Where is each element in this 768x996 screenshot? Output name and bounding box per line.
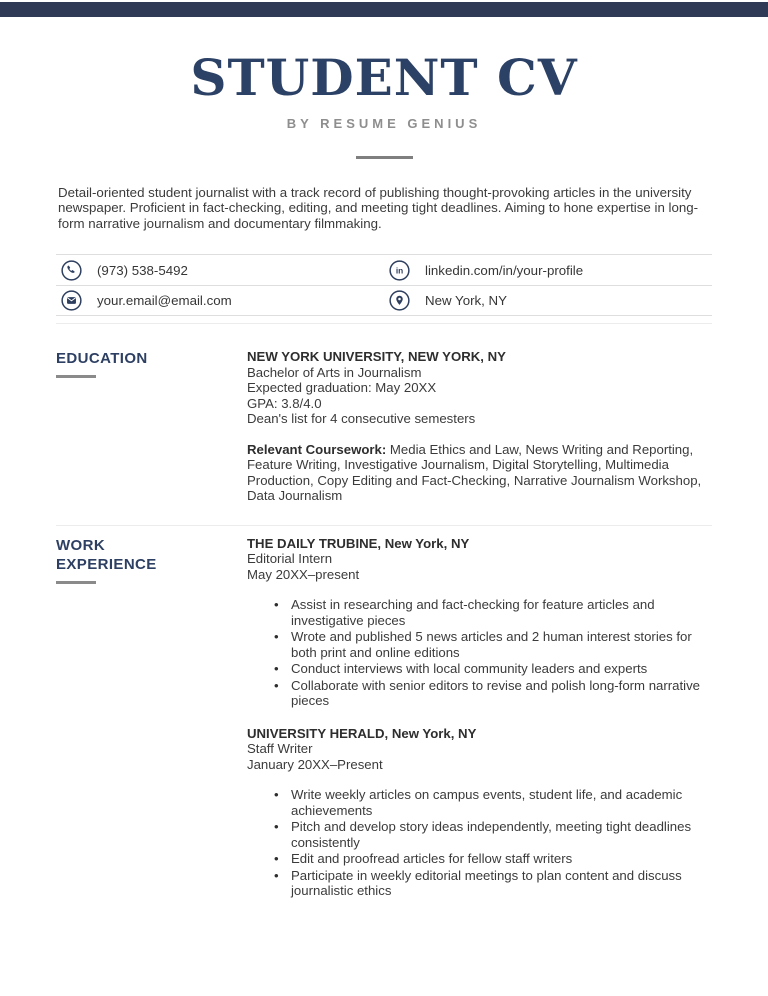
job-dates: May 20XX–present	[247, 566, 360, 582]
job-bullet: • Edit and proofread articles for fellow staff writers	[272, 851, 712, 867]
gpa: GPA: 3.8/4.0	[247, 395, 322, 411]
contact-row	[56, 254, 712, 285]
job-bullet-list	[272, 787, 712, 899]
education-heading-column	[56, 349, 247, 504]
title-divider	[356, 156, 413, 159]
job-bullet: • Participate in weekly editorial meetings to plan content and discuss journalistic ethics	[272, 868, 712, 899]
job-entry	[247, 536, 712, 709]
summary-paragraph: Detail-oriented student journalist with a track record of publishing thought-provoking articles in the university newspaper. Proficient in fact-checking, editing, and meeting tight deadlines. Aiming to hone expertise in long-form narrative journalism and documentary filmmaking.	[58, 185, 699, 231]
contact-phone	[56, 260, 384, 281]
school-name: NEW YORK UNIVERSITY, NEW YORK, NY	[247, 349, 506, 365]
graduation-date: Expected graduation: May 20XX	[247, 380, 437, 396]
education-heading: EDUCATION	[56, 350, 148, 368]
location-icon	[389, 290, 410, 311]
job-bullet: • Collaborate with senior editors to revise and polish long-form narrative pieces	[272, 678, 712, 709]
job-dates: January 20XX–Present	[247, 756, 383, 772]
phone-icon	[61, 260, 82, 281]
education-heading-rule	[56, 375, 96, 378]
job-bullet: • Write weekly articles on campus events, student life, and academic achievements	[272, 787, 712, 818]
linkedin-value: linkedin.com/in/your-profile	[425, 262, 584, 278]
email-value: your.email@email.com	[97, 293, 232, 309]
work-heading-rule	[56, 581, 96, 584]
contact-location	[384, 290, 712, 311]
degree: Bachelor of Arts in Journalism	[247, 364, 422, 380]
work-heading-column	[56, 536, 247, 900]
page-subtitle: BY RESUME GENIUS	[286, 116, 482, 131]
linkedin-icon	[389, 260, 410, 281]
job-role: Editorial Intern	[247, 551, 333, 567]
phone-value: (973) 538-5492	[97, 262, 188, 278]
coursework-list: Media Ethics and Law, News Writing and Reporting, Feature Writing, Investigative Journalism, Digital Storytelling, Multimedia Production, Copy Editing and Fact-Checking, Narrative Journalism Workshop, Data Journalism	[247, 441, 702, 504]
work-heading-line2: EXPERIENCE	[56, 555, 157, 573]
contact-row	[56, 285, 712, 316]
education-content	[247, 349, 712, 504]
contact-linkedin	[384, 260, 712, 281]
job-bullet-list	[272, 597, 712, 709]
job-role: Staff Writer	[247, 741, 313, 757]
work-content	[247, 536, 712, 900]
work-heading	[56, 536, 247, 574]
education-section	[56, 323, 712, 525]
location-value: New York, NY	[425, 293, 508, 309]
page-title: STUDENT CV	[190, 48, 578, 107]
cv-page	[0, 2, 768, 996]
coursework-label: Relevant Coursework:	[247, 441, 387, 457]
job-bullet: • Assist in researching and fact-checking for feature articles and investigative pieces	[272, 597, 712, 628]
job-entry	[247, 726, 712, 899]
employer-name: UNIVERSITY HERALD, New York, NY	[247, 725, 477, 741]
deans-list: Dean's list for 4 consecutive semesters	[247, 411, 476, 427]
contact-email	[56, 290, 384, 311]
contact-table	[56, 254, 712, 316]
cv-header	[0, 50, 768, 159]
email-icon	[61, 290, 82, 311]
job-bullet: • Pitch and develop story ideas independently, meeting tight deadlines consistently	[272, 819, 712, 850]
job-bullet: • Conduct interviews with local community leaders and experts	[272, 661, 712, 677]
coursework	[247, 442, 712, 504]
job-bullet: • Wrote and published 5 news articles and 2 human interest stories for both print and online editions	[272, 629, 712, 660]
top-accent-bar	[0, 2, 768, 17]
work-heading-line1: WORK	[56, 536, 106, 554]
employer-name: THE DAILY TRUBINE, New York, NY	[247, 535, 470, 551]
svg-text:in: in	[395, 265, 404, 276]
work-experience-section	[56, 525, 712, 900]
